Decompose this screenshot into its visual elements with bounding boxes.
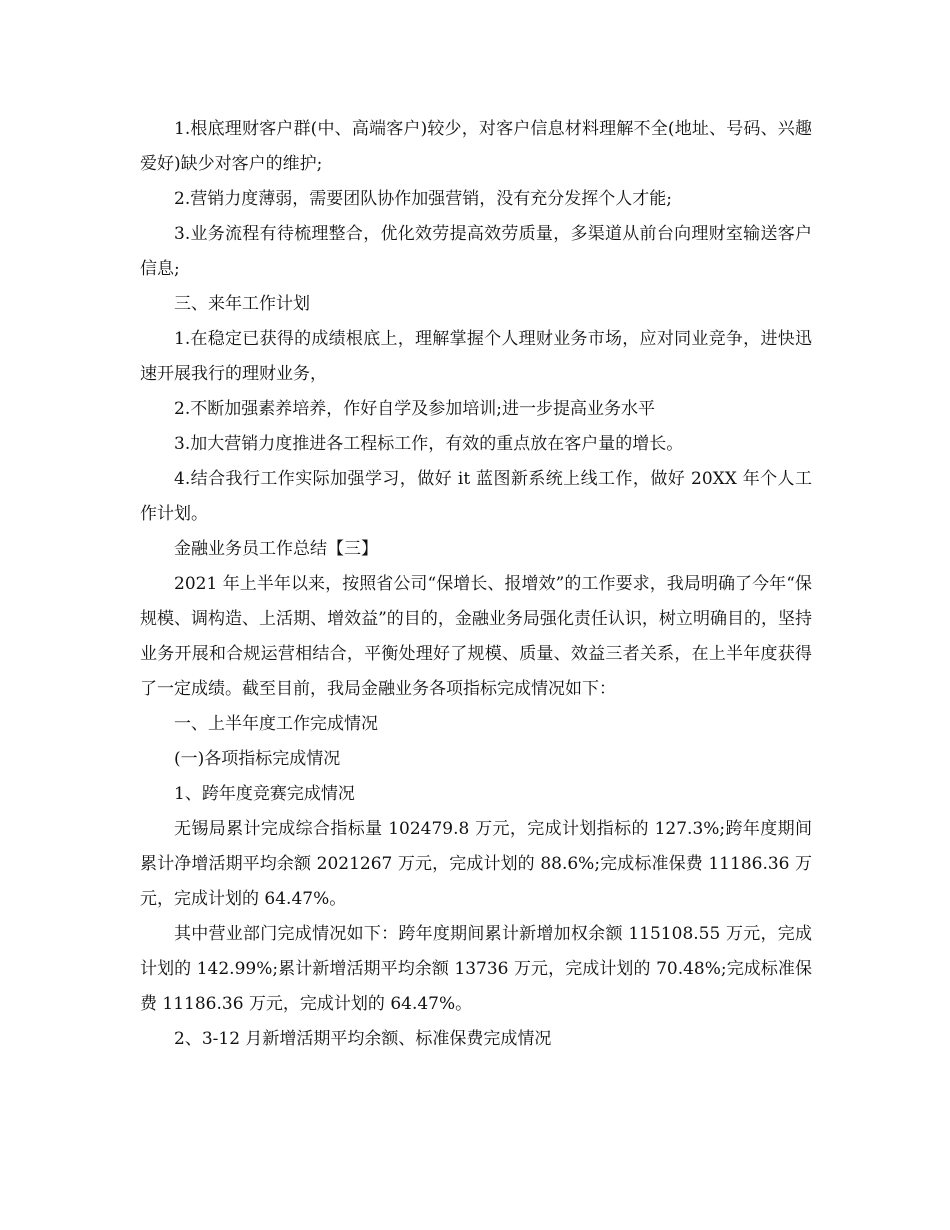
paragraph-business-dept-results: 其中营业部门完成情况如下：跨年度期间累计新增加权余额 115108.55 万元，完成计划的 142.99%;累计新增活期平均余额 13736 万元，完成计划的 70.48%;完成标准保费 11186.36 万元，完成计划的 64.47%。	[140, 924, 812, 1014]
paragraph-weakness-3: 3.业务流程有待梳理整合，优化效劳提高效劳质量，多渠道从前台向理财室输送客户信息;	[140, 224, 812, 279]
paragraph-intro: 2021 年上半年以来，按照省公司“保增长、报增效”的工作要求，我局明确了今年“保规模、调构造、上活期、增效益”的目的，金融业务局强化责任认识，树立明确目的，坚持业务开展和合规运营相结合，平衡处理好了规模、质量、效益三者关系，在上半年度获得了一定成绩。截至目前，我局金融业务各项指标完成情况如下：	[140, 574, 812, 699]
paragraph-weakness-1: 1.根底理财客户群(中、高端客户)较少，对客户信息材料理解不全(地址、号码、兴趣爱好)缺少对客户的维护;	[140, 119, 812, 174]
subsection-heading-new-balance: 2、3-12 月新增活期平均余额、标准保费完成情况	[174, 1029, 552, 1049]
paragraph-plan-1: 1.在稳定已获得的成绩根底上，理解掌握个人理财业务市场，应对同业竞争，进快迅速开展我行的理财业务，	[140, 329, 812, 384]
subsection-heading-competition: 1、跨年度竞赛完成情况	[174, 784, 355, 804]
subsection-heading-indicators: (一)各项指标完成情况	[174, 749, 341, 769]
section-heading-first-half: 一、上半年度工作完成情况	[174, 714, 378, 734]
section-heading-next-year-plan: 三、来年工作计划	[174, 294, 310, 314]
paragraph-weakness-2: 2.营销力度薄弱，需要团队协作加强营销，没有充分发挥个人才能;	[174, 189, 672, 209]
paragraph-plan-3: 3.加大营销力度推进各工程标工作，有效的重点放在客户量的增长。	[174, 434, 684, 454]
paragraph-plan-2: 2.不断加强素养培养，作好自学及参加培训;进一步提高业务水平	[174, 399, 655, 419]
document-body	[140, 112, 812, 1057]
article-title-summary-3: 金融业务员工作总结【三】	[174, 539, 378, 559]
paragraph-plan-4: 4.结合我行工作实际加强学习，做好 it 蓝图新系统上线工作，做好 20XX 年个人工作计划。	[140, 469, 812, 524]
paragraph-wuxi-results: 无锡局累计完成综合指标量 102479.8 万元，完成计划指标的 127.3%;跨年度期间累计净增活期平均余额 2021267 万元，完成计划的 88.6%;完成标准保费 11186.36 万元，完成计划的 64.47%。	[140, 819, 812, 909]
